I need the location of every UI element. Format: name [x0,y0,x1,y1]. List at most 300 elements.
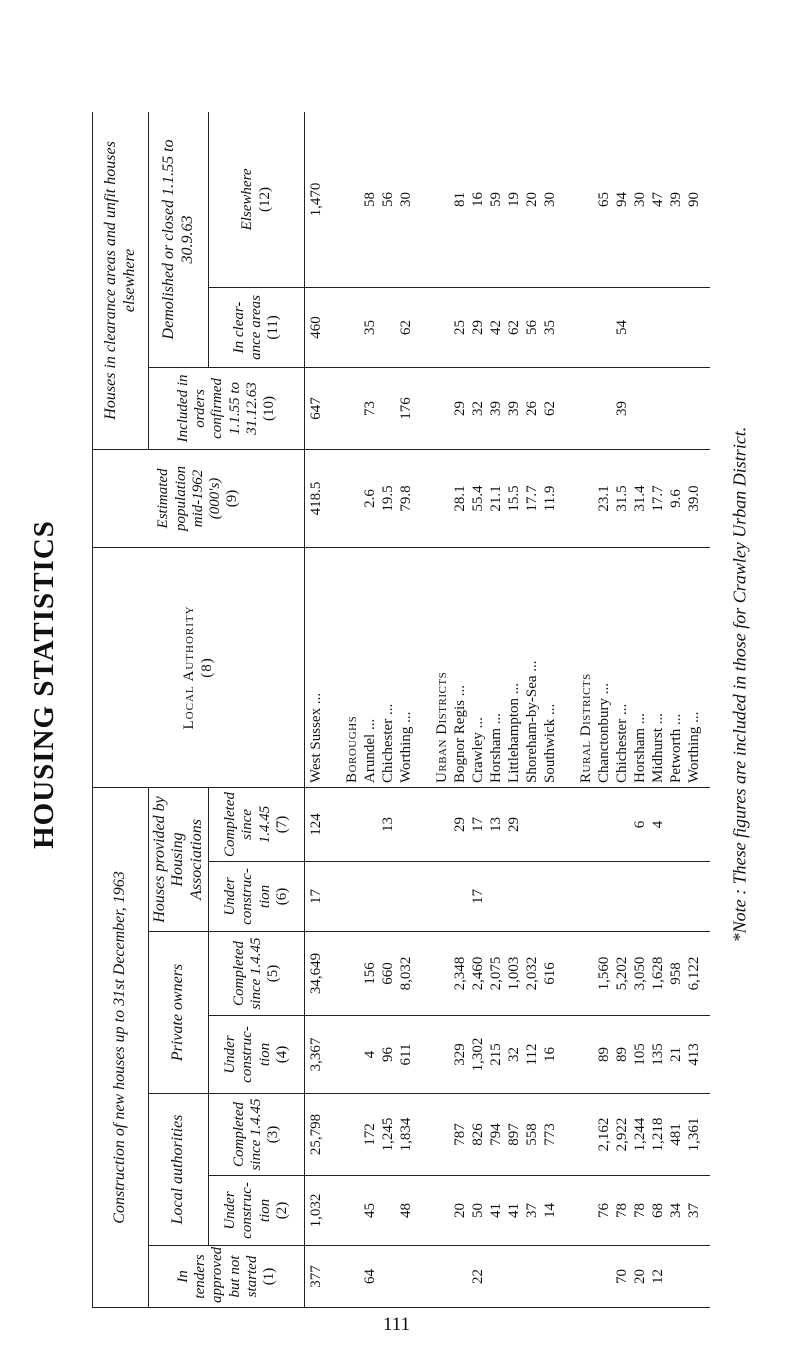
section-heading [433,552,451,783]
cell-value: 6 [632,820,649,829]
col10-label: Included in orders confirmed 1.1.55 to 31.12.63 [174,374,260,443]
cell-value [433,936,451,1011]
private-owners-group-header: Private owners [149,932,209,1094]
cell-value [325,1250,343,1303]
authority-name [703,552,710,783]
cell-value [577,116,595,283]
demolished-group-header: Demolished or closed 1.1.55 to 30.9.63 [149,112,209,367]
authority-name [613,552,631,783]
cell-value: 5,202 [614,956,631,991]
cell-value: 39.0 [686,485,703,512]
cell-value [433,1180,451,1241]
cell-value: 1,032 [308,1193,325,1228]
cell-value: 34 [668,1203,685,1218]
col9-label: Estimated population mid-1962 (000's) [155,465,224,531]
cell-value [397,1250,415,1303]
cell-value: 45 [362,1203,379,1218]
authority-label: Horsham [488,727,505,783]
page-number: 111 [383,1314,411,1335]
cell-value [415,1020,433,1089]
cell-value: 94 [614,191,631,207]
col2-number: (2) [273,1201,290,1220]
construction-group-header: Construction of new houses up to 31st December, 1963 [93,787,149,1307]
cell-value [595,1250,613,1303]
col1-header [149,1246,305,1308]
col6-values [305,862,710,932]
cell-value [379,866,397,927]
cell-value: 39 [506,400,523,416]
cell-value [577,292,595,363]
authority-label: Worthing [686,726,703,783]
cell-value [523,866,541,927]
leader-dots: ... [614,703,631,719]
cell-value: 135 [650,1043,667,1066]
col1-values [305,1246,710,1308]
col4-header [209,1016,305,1094]
cell-value [631,292,649,363]
authority-label: Urban Districts [434,671,451,783]
cell-value [685,1250,703,1303]
cell-value: 481 [668,1123,685,1146]
col1-label: In tenders approved but not started [174,1246,260,1303]
cell-value [433,1098,451,1171]
cell-value [379,372,397,445]
cell-value [415,372,433,445]
clearance-group-header: Houses in clearance areas and unfit houses elsewhere [93,112,149,449]
cell-value: 105 [632,1043,649,1066]
cell-value: 76 [596,1203,613,1218]
authority-label: Rural Districts [578,673,595,783]
cell-value [667,292,685,363]
cell-value: 2,460 [470,956,487,991]
cell-value [703,292,710,363]
cell-value [559,454,577,543]
authority-name [505,552,523,783]
authority-name [631,552,649,783]
cell-value [415,1098,433,1171]
cell-value: 1,245 [380,1117,397,1152]
cell-value: 16 [470,191,487,207]
cell-value: 17 [470,816,487,832]
cell-value [577,1250,595,1303]
cell-value: 794 [488,1123,505,1146]
cell-value [703,1020,710,1089]
leader-dots: ... [632,712,649,728]
cell-value: 20 [632,1269,649,1284]
cell-value [559,372,577,445]
cell-value [595,792,613,857]
leader-dots: ... [524,660,541,676]
cell-value: 30 [542,191,559,207]
cell-value: 773 [542,1123,559,1146]
cell-value [505,1250,523,1303]
cell-value [379,1180,397,1241]
section-heading [343,552,361,783]
cell-value: 17 [308,889,325,904]
authority-label: Bognor Regis [452,700,469,783]
cell-value: 79.8 [398,485,415,512]
cell-value [631,866,649,927]
authority-label: Chanctonbury [596,697,613,783]
authority-label: Midhurst [650,727,667,783]
col7-label: Completed since 1.4.45 [222,791,273,857]
authority-label: Littlehampton [506,697,523,783]
leader-dots: ... [380,703,397,719]
cell-value: 558 [524,1123,541,1146]
cell-value [379,292,397,363]
col7-header [209,787,305,861]
cell-value: 41 [488,1203,505,1218]
cell-value: 29 [506,816,523,832]
authority-name [469,552,487,783]
cell-value: 14 [542,1203,559,1218]
cell-value: 62 [506,319,523,335]
cell-value: 19.5 [380,485,397,512]
cell-value: 20 [524,191,541,207]
col10-number: (10) [261,395,278,421]
cell-value [559,1250,577,1303]
cell-value [595,292,613,363]
cell-value [415,454,433,543]
leader-dots: ... [308,692,325,708]
authority-label: Shoreham-by-Sea [524,675,541,783]
cell-value: 29 [470,319,487,335]
cell-value: 1,470 [308,182,325,217]
cell-value [667,866,685,927]
cell-value: 41 [506,1203,523,1218]
cell-value [415,866,433,927]
cell-value: 58 [362,191,379,207]
cell-value: 13 [488,816,505,832]
cell-value: 25 [452,319,469,335]
cell-value: 39 [488,400,505,416]
cell-value [343,372,361,445]
cell-value: 26 [524,400,541,416]
cell-value [559,1098,577,1171]
col12-number: (12) [256,186,273,212]
leader-dots: ... [650,712,667,728]
cell-value: 34,649 [308,952,325,995]
cell-value [325,292,343,363]
cell-value [703,1250,710,1303]
cell-value: 1,218 [650,1117,667,1152]
cell-value [703,1180,710,1241]
cell-value: 1,244 [632,1117,649,1152]
cell-value [451,866,469,927]
cell-value [577,1180,595,1241]
cell-value [433,292,451,363]
cell-value: 37 [524,1203,541,1218]
cell-value: 16 [542,1047,559,1062]
authority-name [649,552,667,783]
cell-value [433,454,451,543]
population-header [93,449,305,547]
cell-value: 29 [452,400,469,416]
cell-value: 55.4 [470,485,487,512]
cell-value: 29 [452,816,469,832]
authority-label: Worthing [398,726,415,783]
authority-name [595,552,613,783]
col12-header [209,112,305,287]
cell-value [451,1250,469,1303]
cell-value: 112 [524,1043,541,1066]
cell-value [595,866,613,927]
leader-dots: ... [542,703,559,719]
cell-value [667,792,685,857]
col2-values [305,1176,710,1246]
cell-value [703,866,710,927]
cell-value: 50 [470,1203,487,1218]
cell-value [361,866,379,927]
local-authority-names [305,547,710,787]
cell-value: 56 [380,191,397,207]
col6-header [209,862,305,932]
cell-value: 65 [596,191,613,207]
cell-value: 9.6 [668,489,685,508]
col11-header [209,287,305,367]
cell-value: 54 [614,319,631,335]
cell-value: 2,162 [596,1117,613,1152]
authority-label: Chichester [380,718,397,783]
cell-value: 64 [362,1269,379,1284]
cell-value [685,372,703,445]
authority-label: Southwick [542,718,559,783]
cell-value: 787 [452,1123,469,1146]
col3-values [305,1094,710,1176]
cell-value: 21 [668,1047,685,1062]
leader-dots: ... [470,717,487,733]
cell-value [685,792,703,857]
cell-value: 31.5 [614,485,631,512]
col3-number: (3) [265,1125,282,1144]
cell-value [703,1098,710,1171]
cell-value [577,1020,595,1089]
authority-name [541,552,559,783]
authority-name [451,552,469,783]
cell-value [325,1180,343,1241]
cell-value: 6,122 [686,956,703,991]
cell-value [343,454,361,543]
cell-value [595,372,613,445]
cell-value [325,116,343,283]
cell-value [433,372,451,445]
cell-value: 47 [650,191,667,207]
cell-value: 958 [668,962,685,985]
cell-value [613,866,631,927]
cell-value: 32 [470,400,487,416]
col10-values [305,367,710,449]
cell-value [703,792,710,857]
cell-value [577,792,595,857]
cell-value [505,866,523,927]
page-title-container [14,0,74,1368]
cell-value [343,116,361,283]
cell-value: 62 [398,319,415,335]
cell-value: 42 [488,319,505,335]
cell-value [487,1250,505,1303]
cell-value [433,116,451,283]
cell-value: 32 [506,1047,523,1062]
col7-number: (7) [273,815,290,834]
cell-value: 89 [614,1047,631,1062]
col6-label: Under construc-tion [222,868,273,925]
leader-dots: ... [398,711,415,727]
cell-value: 1,302 [470,1037,487,1072]
authority-name [415,552,433,783]
cell-value [649,866,667,927]
authority-label: Crawley [470,732,487,783]
col9-number: (9) [224,489,241,508]
cell-value [577,372,595,445]
housing-table-frame [92,112,710,1308]
cell-value: 1,003 [506,956,523,991]
cell-value: 1,361 [686,1117,703,1152]
cell-value: 172 [362,1123,379,1146]
footnote-container [720,0,760,1368]
cell-value [559,116,577,283]
cell-value: 215 [488,1043,505,1066]
leader-dots: ... [506,682,523,698]
cell-value: 62 [542,400,559,416]
authority-label: Arundel [362,733,379,783]
cell-value: 78 [632,1203,649,1218]
cell-value [325,1020,343,1089]
cell-value: 56 [524,319,541,335]
footnote: *Note : These figures are included in those for Crawley Urban District. [729,426,750,942]
cell-value [685,866,703,927]
cell-value: 826 [470,1123,487,1146]
col2-header [209,1176,305,1246]
cell-value [415,936,433,1011]
cell-value: 4 [362,1050,379,1059]
cell-value [577,936,595,1011]
cell-value [559,292,577,363]
authority-name [307,552,325,783]
cell-value [325,1098,343,1171]
col1-number: (1) [261,1267,278,1286]
authority-name [325,552,343,783]
cell-value: 1,560 [596,956,613,991]
cell-value: 19 [506,191,523,207]
authority-name [361,552,379,783]
col8-number: (8) [198,657,215,678]
cell-value [415,792,433,857]
cell-value [325,372,343,445]
cell-value: 89 [596,1047,613,1062]
cell-value: 460 [308,316,325,339]
authority-label: Horsham [632,727,649,783]
col7-values [305,787,710,861]
cell-value: 21.1 [488,485,505,512]
cell-value [667,1250,685,1303]
cell-value: 11.9 [542,485,559,512]
col8-label: Local Authority [181,605,198,730]
col4-number: (4) [273,1045,290,1064]
cell-value [577,454,595,543]
authority-label: Boroughs [344,715,361,783]
cell-value [397,792,415,857]
housing-statistics-table [92,112,710,1308]
cell-value: 897 [506,1123,523,1146]
housing-table-rotated [92,112,710,1308]
cell-value: 8,032 [398,956,415,991]
cell-value [361,792,379,857]
cell-value [667,372,685,445]
col5-header [209,932,305,1016]
col5-label: Completed since 1.4.45 [230,937,265,1010]
cell-value [487,866,505,927]
cell-value [559,1180,577,1241]
authority-name [397,552,415,783]
authority-name [685,552,703,783]
cell-value: 39 [668,191,685,207]
cell-value [577,1098,595,1171]
col12-label: Elsewhere [239,168,256,231]
cell-value: 2.6 [362,489,379,508]
cell-value: 25,798 [308,1113,325,1156]
cell-value: 31.4 [632,485,649,512]
cell-value: 3,050 [632,956,649,991]
cell-value [343,866,361,927]
cell-value [415,1250,433,1303]
cell-value [343,1020,361,1089]
authority-name [379,552,397,783]
cell-value [523,792,541,857]
cell-value: 616 [542,962,559,985]
cell-value: 15.5 [506,485,523,512]
local-authorities-group-header: Local authorities [149,1094,209,1246]
cell-value: 59 [488,191,505,207]
cell-value: 2,032 [524,956,541,991]
cell-value [325,866,343,927]
leader-dots: ... [686,711,703,727]
cell-value [559,866,577,927]
col11-label: In clear-ance areas [230,295,265,360]
cell-value: 1,834 [398,1117,415,1152]
col11-number: (11) [265,315,282,340]
authority-name [559,552,577,783]
authority-name [667,552,685,783]
cell-value [577,866,595,927]
cell-value: 96 [380,1047,397,1062]
col6-number: (6) [273,887,290,906]
col12-values [305,112,710,287]
cell-value [343,1180,361,1241]
cell-value: 12 [650,1269,667,1284]
cell-value [649,292,667,363]
cell-value: 81 [452,191,469,207]
cell-value: 2,075 [488,956,505,991]
cell-value: 17.7 [524,485,541,512]
cell-value [613,792,631,857]
cell-value: 37 [686,1203,703,1218]
cell-value [703,372,710,445]
col2-label: Under construc-tion [222,1182,273,1239]
authority-label: Chichester [614,718,631,783]
leader-dots: ... [668,713,685,729]
cell-value [415,1180,433,1241]
col10-header [149,367,305,449]
cell-value: 418.5 [308,481,325,516]
cell-value: 2,922 [614,1117,631,1152]
cell-value: 70 [614,1269,631,1284]
page-title: HOUSING STATISTICS [27,519,60,849]
col11-values [305,287,710,367]
cell-value: 17.7 [650,485,667,512]
col3-label: Completed since 1.4.45 [230,1098,265,1171]
col5-number: (5) [265,964,282,983]
col9-values [305,449,710,547]
